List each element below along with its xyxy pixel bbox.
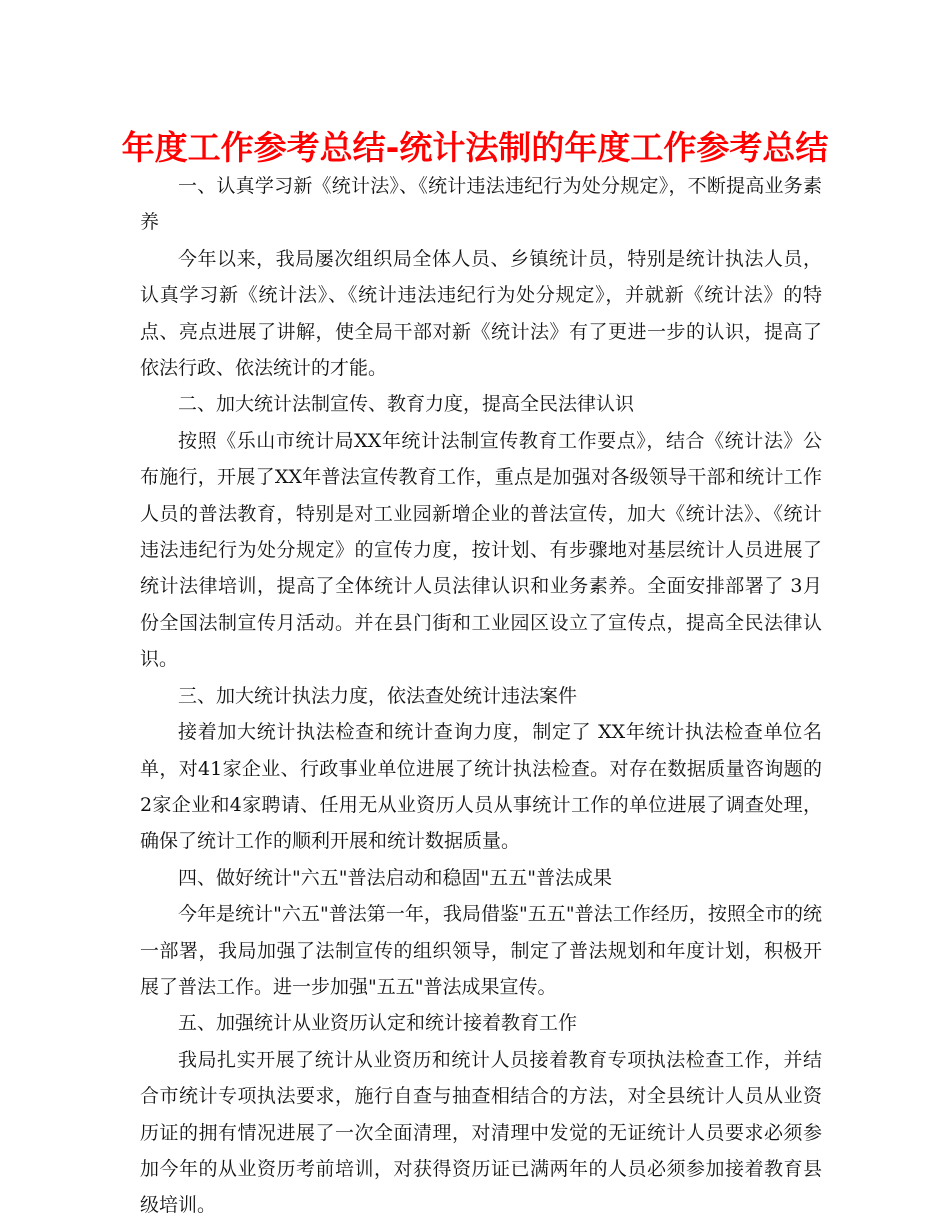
document-title: 年度工作参考总结-统计法制的年度工作参考总结 bbox=[121, 128, 829, 167]
document-body bbox=[140, 168, 822, 1224]
paragraph: 今年是统计"六五"普法第一年，我局借鉴"五五"普法工作经历，按照全市的统一部署，我局加强了法制宣传的组织领导，制定了普法规划和年度计划，积极开展了普法工作。进一步加强"五五"普法成果宣传。 bbox=[140, 903, 822, 998]
section-heading-5: 五、加强统计从业资历认定和统计接着教育工作 bbox=[178, 1012, 578, 1035]
paragraph: 接着加大统计执法检查和统计查询力度，制定了 XX年统计执法检查单位名单，对41家企业、行政事业单位进展了统计执法检查。对存在数据质量咨询题的2家企业和4家聘请、任用无从业资历人员从事统计工作的单位进展了调查处理，确保了统计工作的顺利开展和统计数据质量。 bbox=[140, 721, 822, 853]
section-heading-3: 三、加大统计执法力度，依法查处统计违法案件 bbox=[178, 684, 578, 707]
paragraph: 按照《乐山市统计局XX年统计法制宣传教育工作要点》，结合《统计法》公布施行，开展了XX年普法宣传教育工作，重点是加强对各级领导干部和统计工作人员的普法教育，特别是对工业园新增企业的普法宣传，加大《统计法》、《统计违法违纪行为处分规定》的宣传力度，按计划、有步骤地对基层统计人员进展了统计法律培训，提高了全体统计人员法律认识和业务素养。全面安排部署了 3月份全国法制宣传月活动。并在县门街和工业园区设立了宣传点，提高全民法律认识。 bbox=[140, 429, 822, 671]
section-heading-2: 二、加大统计法制宣传、教育力度，提高全民法律认识 bbox=[178, 393, 635, 416]
section-heading-4: 四、做好统计"六五"普法启动和稳固"五五"普法成果 bbox=[178, 866, 612, 889]
paragraph: 今年以来，我局屡次组织局全体人员、乡镇统计员，特别是统计执法人员，认真学习新《统计法》、《统计违法违纪行为处分规定》，并就新《统计法》的特点、亮点进展了讲解，使全局干部对新《统计法》有了更进一步的认识，提高了依法行政、依法统计的才能。 bbox=[140, 247, 822, 380]
paragraph: 我局扎实开展了统计从业资历和统计人员接着教育专项执法检查工作，并结合市统计专项执法要求，施行自查与抽查相结合的方法，对全县统计人员从业资历证的拥有情况进展了一次全面清理，对清理中发觉的无证统计人员要求必须参加今年的从业资历考前培训，对获得资历证已满两年的人员必须参加接着教育县级培训。 bbox=[140, 1048, 822, 1217]
section-heading-1: 一、认真学习新《统计法》、《统计违法违纪行为处分规定》，不断提高业务素养 bbox=[140, 175, 822, 234]
